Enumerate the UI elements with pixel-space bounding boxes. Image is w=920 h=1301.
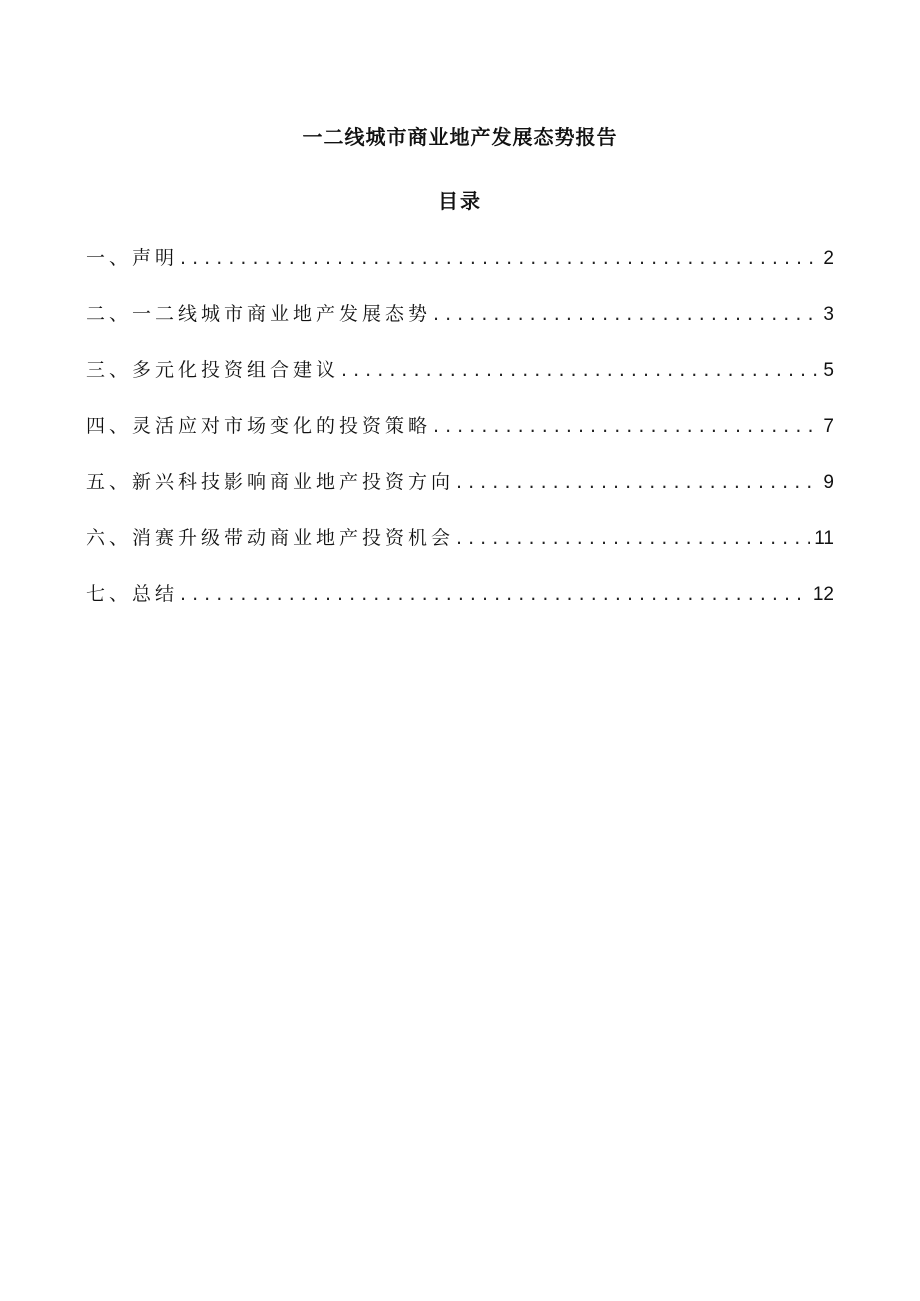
toc-entry[interactable] — [86, 356, 834, 412]
toc-entry-label: 三、多元化投资组合建议 — [86, 359, 340, 381]
toc-entry[interactable] — [86, 412, 834, 468]
toc-dot-leader — [180, 580, 809, 608]
document-title: 一二线城市商业地产发展态势报告 — [302, 125, 618, 149]
toc-dot-leader — [456, 524, 810, 552]
toc-heading: 目录 — [438, 189, 482, 213]
toc-entry-page: 9 — [823, 472, 834, 493]
table-of-contents — [86, 244, 834, 636]
toc-entry-label: 四、灵活应对市场变化的投资策略 — [86, 415, 432, 437]
toc-dot-leader — [433, 412, 819, 440]
toc-entry[interactable] — [86, 300, 834, 356]
toc-entry-label: 一、声明 — [86, 247, 179, 269]
toc-entry[interactable] — [86, 580, 834, 636]
toc-entry-page: 3 — [823, 304, 834, 325]
toc-entry[interactable] — [86, 244, 834, 300]
toc-entry-page: 2 — [823, 248, 834, 269]
toc-entry-page: 7 — [823, 416, 834, 437]
toc-entry[interactable] — [86, 468, 834, 524]
toc-dot-leader — [456, 468, 819, 496]
toc-dot-leader — [341, 356, 819, 384]
toc-entry-page: 12 — [812, 584, 834, 605]
toc-entry-page: 5 — [823, 360, 834, 381]
toc-entry-label: 二、一二线城市商业地产发展态势 — [86, 303, 432, 325]
toc-entry-label: 五、新兴科技影响商业地产投资方向 — [86, 471, 455, 493]
toc-dot-leader — [433, 300, 819, 328]
toc-entry-label: 六、消赛升级带动商业地产投资机会 — [86, 527, 455, 549]
toc-entry-label: 七、总结 — [86, 583, 179, 605]
toc-entry[interactable] — [86, 524, 834, 580]
toc-entry-page: 11 — [814, 528, 834, 549]
toc-dot-leader — [180, 244, 819, 272]
